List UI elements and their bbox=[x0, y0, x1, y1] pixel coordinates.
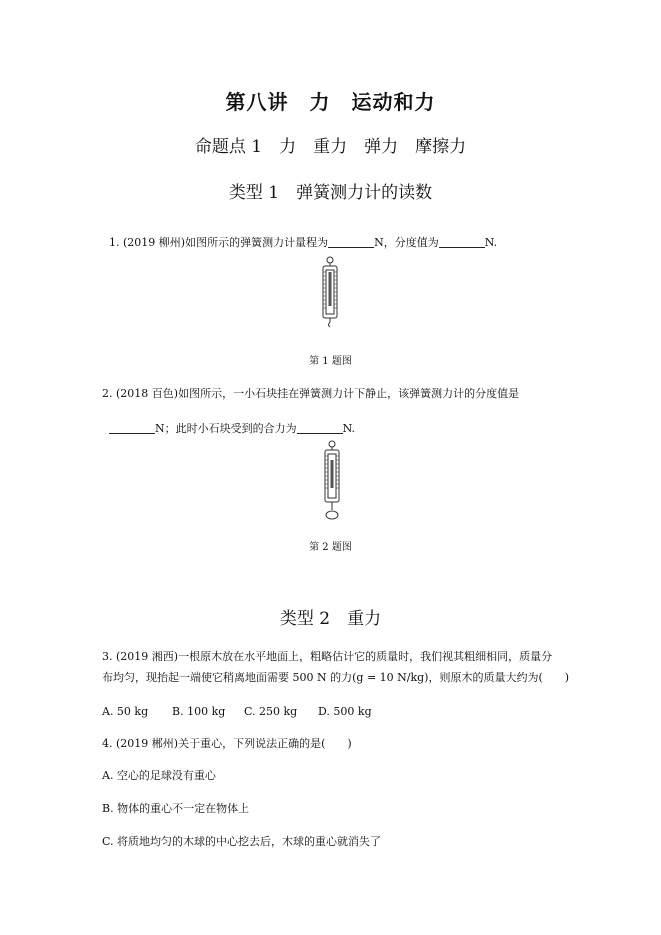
spring-scale-figure-1 bbox=[312, 256, 348, 328]
question-3-line-1: 3. (2019 湘西)一根原木放在水平地面上，粗略估计它的质量时，我们视其粗细相同，质量分 bbox=[102, 650, 553, 663]
spring-scale-figure-2 bbox=[314, 440, 350, 522]
answer-blank bbox=[328, 236, 374, 248]
question-4-option-b: B. 物体的重心不一定在物体上 bbox=[102, 802, 250, 815]
question-4-stem: 4. (2019 郴州)关于重心，下列说法正确的是( ) bbox=[102, 737, 352, 750]
question-2-line-1: 2. (2018 百色)如图所示，一小石块挂在弹簧测力计下静止，该弹簧测力计的分度值是 bbox=[102, 387, 520, 400]
question-1 bbox=[102, 222, 497, 250]
question-3-option-d: D. 500 kg bbox=[318, 705, 372, 718]
question-3-line-2: 布均匀，现抬起一端使它稍离地面需要 500 N 的力(g = 10 N/kg)，则原木的质量大约为( ) bbox=[102, 671, 570, 684]
answer-blank bbox=[297, 422, 343, 434]
section-title-type2: 类型 2 重力 bbox=[279, 609, 382, 629]
question-4-option-a: A. 空心的足球没有重心 bbox=[102, 769, 216, 782]
question-1-suffix: N. bbox=[484, 236, 498, 249]
answer-blank bbox=[439, 236, 485, 248]
question-2-line-2 bbox=[102, 408, 355, 436]
question-3-option-a: A. 50 kg bbox=[102, 705, 149, 718]
figure-1-caption: 第 1 题图 bbox=[309, 356, 352, 367]
question-4-option-c: C. 将质地均匀的木球的中心挖去后，木球的重心就消失了 bbox=[102, 835, 382, 848]
question-1-prefix: 1. (2019 柳州)如图所示的弹簧测力计量程为 bbox=[109, 236, 329, 249]
section-title-type1: 类型 1 弹簧测力计的读数 bbox=[228, 183, 433, 203]
question-2-suffix: N. bbox=[342, 422, 356, 435]
question-1-mid: N，分度值为 bbox=[374, 236, 439, 249]
topic-title: 命题点 1 力 重力 弹力 摩擦力 bbox=[194, 137, 467, 157]
figure-2-caption: 第 2 题图 bbox=[309, 542, 352, 553]
question-3-option-b: B. 100 kg bbox=[172, 705, 226, 718]
question-2-mid: N；此时小石块受到的合力为 bbox=[155, 422, 297, 435]
lecture-title: 第八讲 力 运动和力 bbox=[225, 90, 436, 114]
answer-blank bbox=[109, 422, 155, 434]
question-3-option-c: C. 250 kg bbox=[244, 705, 298, 718]
